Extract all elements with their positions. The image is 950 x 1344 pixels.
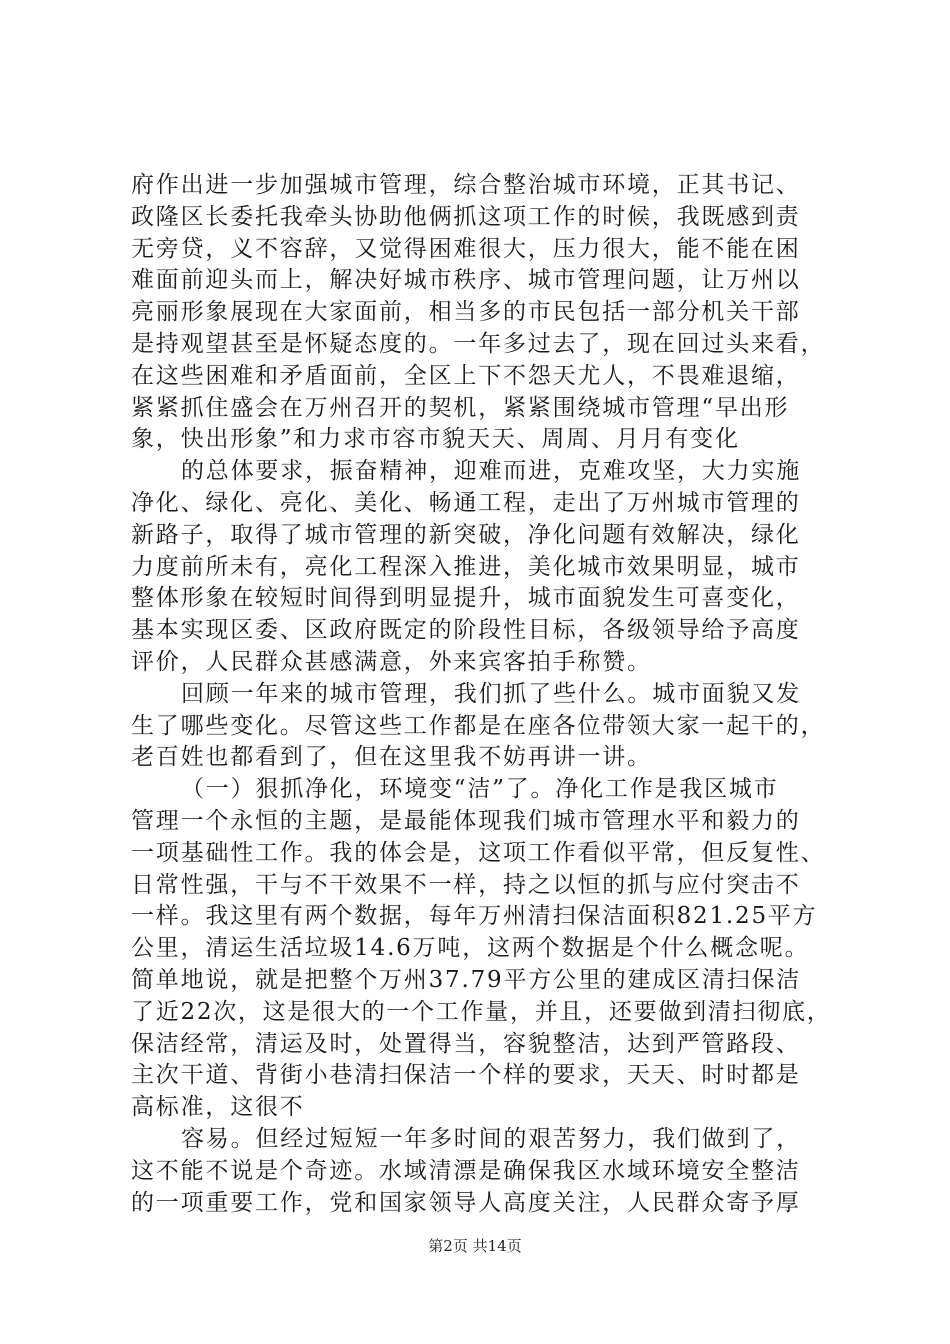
text-line: 这不能不说是个奇迹。水域清漂是确保我区水域环境安全整洁 xyxy=(131,1157,801,1184)
text-line: 生了哪些变化。尽管这些工作都是在座各位带领大家一起干的， xyxy=(131,712,826,739)
text-line: 回顾一年来的城市管理，我们抓了些什么。城市面貌又发 xyxy=(181,680,801,707)
text-line: 老百姓也都看到了，但在这里我不妨再讲一讲。 xyxy=(131,744,652,771)
text-line: 日常性强，干与不干效果不一样，持之以恒的抓与应付突击不 xyxy=(131,871,801,898)
text-line: （一）狠抓净化，环境变“洁”了。净化工作是我区城市 xyxy=(181,776,779,803)
text-line: 管理一个永恒的主题，是最能体现我们城市管理水平和毅力的 xyxy=(131,807,801,834)
document-body xyxy=(131,170,831,1219)
text-line: 评价，人民群众甚感满意，外来宾客拍手称赞。 xyxy=(131,648,652,675)
text-line: 基本实现区委、区政府既定的阶段性目标，各级领导给予高度 xyxy=(131,617,801,644)
text-line: 力度前所未有，亮化工程深入推进，美化城市效果明显，城市 xyxy=(131,553,801,580)
text-line: 在这些困难和矛盾面前，全区上下不怨天尤人，不畏难退缩， xyxy=(131,362,801,389)
text-line: 公里，清运生活垃圾14.6万吨，这两个数据是个什么概念呢。 xyxy=(131,935,810,962)
text-line: 整体形象在较短时间得到明显提升，城市面貌发生可喜变化， xyxy=(131,585,801,612)
text-line: 了近22次，这是很大的一个工作量，并且，还要做到清扫彻底， xyxy=(131,998,832,1025)
text-line: 净化、绿化、亮化、美化、畅通工程，走出了万州城市管理的 xyxy=(131,489,801,516)
text-line: 简单地说，就是把整个万州37.79平方公里的建成区清扫保洁 xyxy=(131,966,802,993)
text-line: 象，快出形象”和力求市容市貌天天、周周、月月有变化 xyxy=(131,426,740,453)
page-footer: 第2页 共14页 xyxy=(428,1237,522,1255)
text-line: 亮丽形象展现在大家面前，相当多的市民包括一部分机关干部 xyxy=(131,299,801,326)
text-line: 高标准，这很不 xyxy=(131,1094,305,1121)
text-line: 的总体要求，振奋精神，迎难而进，克难攻坚，大力实施 xyxy=(181,458,801,485)
text-line: 一项基础性工作。我的体会是，这项工作看似平常，但反复性、 xyxy=(131,839,826,866)
text-line: 紧紧抓住盛会在万州召开的契机，紧紧围绕城市管理“早出形 xyxy=(131,394,790,421)
text-line: 是持观望甚至是怀疑态度的。一年多过去了，现在回过头来看， xyxy=(131,330,826,357)
text-line: 的一项重要工作，党和国家领导人高度关注，人民群众寄予厚 xyxy=(131,1189,801,1216)
text-line: 容易。但经过短短一年多时间的艰苦努力，我们做到了， xyxy=(181,1125,801,1152)
text-line: 主次干道、背街小巷清扫保洁一个样的要求，天天、时时都是 xyxy=(131,1062,801,1089)
text-line: 保洁经常，清运及时，处置得当，容貌整洁，达到严管路段、 xyxy=(131,1030,801,1057)
text-line: 政隆区长委托我牵头协助他俩抓这项工作的时候，我既感到责 xyxy=(131,203,801,230)
text-line: 一样。我这里有两个数据，每年万州清扫保洁面积821.25平方 xyxy=(131,903,818,930)
text-line: 无旁贷，义不容辞，又觉得困难很大，压力很大，能不能在困 xyxy=(131,235,801,262)
text-line: 难面前迎头而上，解决好城市秩序、城市管理问题，让万州以 xyxy=(131,267,801,294)
text-line: 新路子，取得了城市管理的新突破，净化问题有效解决，绿化 xyxy=(131,521,801,548)
text-line: 府作出进一步加强城市管理，综合整治城市环境，正其书记、 xyxy=(131,172,801,198)
